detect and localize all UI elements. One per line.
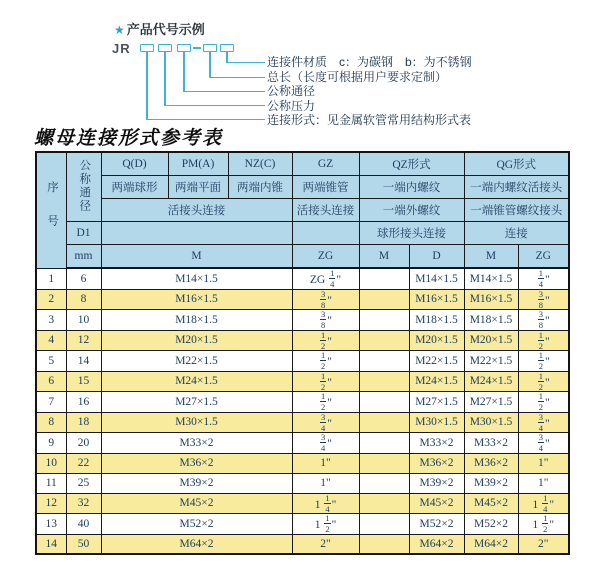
cell-no: 7 bbox=[36, 392, 66, 413]
cell-qg_m: M52×2 bbox=[464, 514, 518, 535]
header-qg-desc2: 一端锥管螺纹接头 bbox=[464, 199, 569, 222]
cell-qg_m: M18×1.5 bbox=[464, 310, 518, 331]
cell-dn: 25 bbox=[66, 473, 101, 493]
cell-qz_m bbox=[359, 392, 409, 413]
header-qg-zg: ZG bbox=[518, 245, 569, 269]
cell-gz: 1 $\frac{1}{4}$ " bbox=[292, 493, 359, 514]
cell-m: M14×1.5 bbox=[101, 268, 292, 289]
cell-dn: 32 bbox=[66, 493, 101, 514]
cell-qz_d: M27×1.5 bbox=[409, 392, 464, 413]
cell-qg_zg: $\frac{3}{8}$ " bbox=[518, 289, 569, 310]
diagram-title bbox=[114, 19, 205, 38]
table-row bbox=[36, 412, 569, 433]
leader-line bbox=[183, 91, 265, 93]
header-mm: mm bbox=[66, 245, 101, 269]
header-row-3 bbox=[36, 199, 569, 222]
cell-m: M18×1.5 bbox=[101, 310, 292, 331]
cell-dn: 16 bbox=[66, 392, 101, 413]
cell-m: M27×1.5 bbox=[101, 392, 292, 413]
cell-qg_m: M24×1.5 bbox=[464, 371, 518, 392]
cell-dn: 50 bbox=[66, 534, 101, 554]
header-qz: QZ形式 bbox=[359, 152, 464, 176]
header-qg-conn: 连接 bbox=[464, 222, 569, 245]
legend-material: 连接件材质 c：为碳钢 b：为不锈钢 bbox=[267, 55, 472, 69]
cell-dn: 15 bbox=[66, 371, 101, 392]
header-pm-desc: 两端平面 bbox=[168, 176, 228, 199]
cell-dn: 10 bbox=[66, 310, 101, 331]
cell-qz_m bbox=[359, 473, 409, 493]
cell-gz: 1" bbox=[292, 473, 359, 493]
header-qz-m: M bbox=[359, 245, 409, 269]
cell-m: M22×1.5 bbox=[101, 351, 292, 372]
cell-qg_zg: 1 $\frac{1}{2}$ " bbox=[518, 514, 569, 535]
cell-qg_zg: $\frac{1}{2}$ " bbox=[518, 392, 569, 413]
code-prefix: JR bbox=[112, 41, 131, 56]
cell-qz_d: M64×2 bbox=[409, 534, 464, 554]
cell-dn: 12 bbox=[66, 330, 101, 351]
cell-no: 12 bbox=[36, 493, 66, 514]
cell-dn: 22 bbox=[66, 453, 101, 473]
header-q-desc: 两端球形 bbox=[101, 176, 168, 199]
cell-qg_zg: 2" bbox=[518, 534, 569, 554]
legend-nominal-diameter: 公称通径 bbox=[267, 84, 316, 98]
cell-qz_d: M52×2 bbox=[409, 514, 464, 535]
cell-m: M16×1.5 bbox=[101, 289, 292, 310]
cell-qg_m: M20×1.5 bbox=[464, 330, 518, 351]
cell-m: M36×2 bbox=[101, 453, 292, 473]
table-row bbox=[36, 453, 569, 473]
code-dash bbox=[193, 47, 201, 49]
cell-qz_m bbox=[359, 453, 409, 473]
cell-m: M39×2 bbox=[101, 473, 292, 493]
cell-gz: $\frac{1}{2}$ " bbox=[292, 330, 359, 351]
cell-qg_m: M45×2 bbox=[464, 493, 518, 514]
cell-no: 6 bbox=[36, 371, 66, 392]
header-zg: ZG bbox=[292, 245, 359, 269]
header-pm: PM(A) bbox=[168, 152, 228, 176]
nut-connection-table bbox=[35, 151, 570, 555]
leader-line bbox=[146, 119, 265, 121]
cell-qg_m: M30×1.5 bbox=[464, 412, 518, 433]
cell-no: 3 bbox=[36, 310, 66, 331]
diagram-title-text: 产品代号示例 bbox=[126, 22, 205, 37]
cell-qz_m bbox=[359, 330, 409, 351]
header-gz-conn: 活接头连接 bbox=[292, 199, 359, 222]
leader-line bbox=[183, 52, 185, 91]
header-empty bbox=[101, 222, 292, 245]
cell-dn: 18 bbox=[66, 412, 101, 433]
cell-qz_d: M22×1.5 bbox=[409, 351, 464, 372]
table-row bbox=[36, 330, 569, 351]
cell-qz_d: M20×1.5 bbox=[409, 330, 464, 351]
cell-qz_d: M45×2 bbox=[409, 493, 464, 514]
cell-m: M30×1.5 bbox=[101, 412, 292, 433]
legend-connection-type: 连接形式：见金属软管常用结构形式表 bbox=[267, 113, 472, 127]
table-row bbox=[36, 351, 569, 372]
cell-no: 14 bbox=[36, 534, 66, 554]
header-empty bbox=[292, 222, 359, 245]
header-row-5 bbox=[36, 245, 569, 269]
header-qg: QG形式 bbox=[464, 152, 569, 176]
legend-nominal-pressure: 公称压力 bbox=[267, 98, 316, 113]
cell-qz_m bbox=[359, 268, 409, 289]
cell-no: 13 bbox=[36, 514, 66, 535]
cell-qg_zg: $\frac{3}{8}$ " bbox=[518, 310, 569, 331]
cell-qg_zg: 1" bbox=[518, 473, 569, 493]
cell-gz: $\frac{3}{4}$ " bbox=[292, 433, 359, 454]
table-title: 螺母连接形式参考表 bbox=[34, 127, 224, 149]
cell-qg_zg: 1" bbox=[518, 453, 569, 473]
cell-gz: 2" bbox=[292, 534, 359, 554]
cell-dn: 6 bbox=[66, 268, 101, 289]
cell-qz_d: M16×1.5 bbox=[409, 289, 464, 310]
cell-qz_m bbox=[359, 433, 409, 454]
table-row bbox=[36, 473, 569, 493]
cell-qz_m bbox=[359, 534, 409, 554]
cell-qg_m: M27×1.5 bbox=[464, 392, 518, 413]
table-row bbox=[36, 514, 569, 535]
table-row bbox=[36, 268, 569, 289]
header-union-conn: 活接头连接 bbox=[101, 199, 292, 222]
cell-qg_zg: $\frac{3}{4}$ " bbox=[518, 433, 569, 454]
cell-qz_m bbox=[359, 493, 409, 514]
cell-qz_m bbox=[359, 371, 409, 392]
cell-qz_d: M36×2 bbox=[409, 453, 464, 473]
cell-qg_m: M16×1.5 bbox=[464, 289, 518, 310]
header-row-1 bbox=[36, 152, 569, 176]
cell-no: 11 bbox=[36, 473, 66, 493]
header-row-4 bbox=[36, 222, 569, 245]
cell-qz_m bbox=[359, 351, 409, 372]
cell-qz_m bbox=[359, 310, 409, 331]
leader-line bbox=[209, 52, 211, 77]
cell-qg_m: M36×2 bbox=[464, 453, 518, 473]
leader-line bbox=[164, 52, 166, 105]
leader-line bbox=[226, 52, 228, 62]
header-nz-desc: 两端内锥 bbox=[228, 176, 292, 199]
cell-gz: $\frac{1}{2}$ " bbox=[292, 371, 359, 392]
cell-no: 10 bbox=[36, 453, 66, 473]
cell-qg_m: M64×2 bbox=[464, 534, 518, 554]
cell-no: 2 bbox=[36, 289, 66, 310]
cell-m: M20×1.5 bbox=[101, 330, 292, 351]
cell-dn: 8 bbox=[66, 289, 101, 310]
cell-no: 9 bbox=[36, 433, 66, 454]
cell-qz_m bbox=[359, 289, 409, 310]
cell-qg_zg: $\frac{1}{2}$ " bbox=[518, 351, 569, 372]
header-qz-desc1: 一端内螺纹 bbox=[359, 176, 464, 199]
cell-no: 5 bbox=[36, 351, 66, 372]
leader-line bbox=[226, 62, 265, 64]
cell-qg_zg: $\frac{1}{2}$ " bbox=[518, 371, 569, 392]
cell-qg_zg: $\frac{1}{4}$ " bbox=[518, 268, 569, 289]
header-seq: 序号 bbox=[36, 152, 66, 268]
cell-gz: $\frac{3}{4}$ " bbox=[292, 412, 359, 433]
header-qz-d: D bbox=[409, 245, 464, 269]
cell-qz_d: M14×1.5 bbox=[409, 268, 464, 289]
cell-m: M24×1.5 bbox=[101, 371, 292, 392]
cell-qz_d: M33×2 bbox=[409, 433, 464, 454]
table-row bbox=[36, 493, 569, 514]
header-row-2 bbox=[36, 176, 569, 199]
header-q: Q(D) bbox=[101, 152, 168, 176]
code-legend bbox=[267, 55, 472, 128]
cell-dn: 40 bbox=[66, 514, 101, 535]
header-nz: NZ(C) bbox=[228, 152, 292, 176]
legend-length: 总长（长度可根据用户要求定制） bbox=[267, 69, 448, 84]
code-box-1 bbox=[140, 44, 154, 52]
leader-line bbox=[164, 105, 265, 107]
cell-no: 1 bbox=[36, 268, 66, 289]
cell-qg_zg: 1 $\frac{1}{4}$ " bbox=[518, 493, 569, 514]
cell-qz_d: M39×2 bbox=[409, 473, 464, 493]
header-dn: 公称通径 bbox=[66, 152, 101, 222]
leader-line bbox=[209, 77, 265, 79]
code-box-4 bbox=[203, 44, 217, 52]
header-gz-desc: 两端锥管 bbox=[292, 176, 359, 199]
code-box-2 bbox=[158, 44, 172, 52]
cell-gz: 1 $\frac{1}{2}$ " bbox=[292, 514, 359, 535]
table-row bbox=[36, 289, 569, 310]
cell-dn: 20 bbox=[66, 433, 101, 454]
header-qz-desc2: 一端外螺纹 bbox=[359, 199, 464, 222]
table-row bbox=[36, 433, 569, 454]
cell-qg_zg: $\frac{1}{2}$ " bbox=[518, 330, 569, 351]
table-row bbox=[36, 392, 569, 413]
cell-no: 8 bbox=[36, 412, 66, 433]
cell-gz: 1" bbox=[292, 453, 359, 473]
cell-qg_m: M14×1.5 bbox=[464, 268, 518, 289]
code-box-5 bbox=[220, 44, 234, 52]
cell-qz_d: M18×1.5 bbox=[409, 310, 464, 331]
table-row bbox=[36, 371, 569, 392]
header-qg-m: M bbox=[464, 245, 518, 269]
star-icon: ★ bbox=[114, 23, 125, 37]
cell-no: 4 bbox=[36, 330, 66, 351]
cell-qz_d: M30×1.5 bbox=[409, 412, 464, 433]
cell-gz: $\frac{1}{2}$ " bbox=[292, 392, 359, 413]
cell-qz_m bbox=[359, 514, 409, 535]
cell-qg_zg: $\frac{3}{4}$ " bbox=[518, 412, 569, 433]
table-row bbox=[36, 310, 569, 331]
cell-m: M45×2 bbox=[101, 493, 292, 514]
cell-m: M33×2 bbox=[101, 433, 292, 454]
cell-qg_m: M22×1.5 bbox=[464, 351, 518, 372]
cell-qg_m: M33×2 bbox=[464, 433, 518, 454]
cell-gz: $\frac{3}{8}$ " bbox=[292, 289, 359, 310]
header-qz-conn: 球形接头连接 bbox=[359, 222, 464, 245]
header-gz: GZ bbox=[292, 152, 359, 176]
cell-gz: $\frac{3}{8}$ " bbox=[292, 310, 359, 331]
cell-qg_m: M39×2 bbox=[464, 473, 518, 493]
cell-qz_m bbox=[359, 412, 409, 433]
leader-line bbox=[146, 52, 148, 119]
cell-dn: 14 bbox=[66, 351, 101, 372]
header-m: M bbox=[101, 245, 292, 269]
header-qg-desc1: 一端内螺纹活接头 bbox=[464, 176, 569, 199]
cell-gz: ZG $\frac{1}{4}$ " bbox=[292, 268, 359, 289]
code-box-3 bbox=[177, 44, 191, 52]
header-d1: D1 bbox=[66, 222, 101, 245]
table-row bbox=[36, 534, 569, 554]
cell-qz_d: M24×1.5 bbox=[409, 371, 464, 392]
cell-m: M64×2 bbox=[101, 534, 292, 554]
cell-m: M52×2 bbox=[101, 514, 292, 535]
cell-gz: $\frac{1}{2}$ " bbox=[292, 351, 359, 372]
